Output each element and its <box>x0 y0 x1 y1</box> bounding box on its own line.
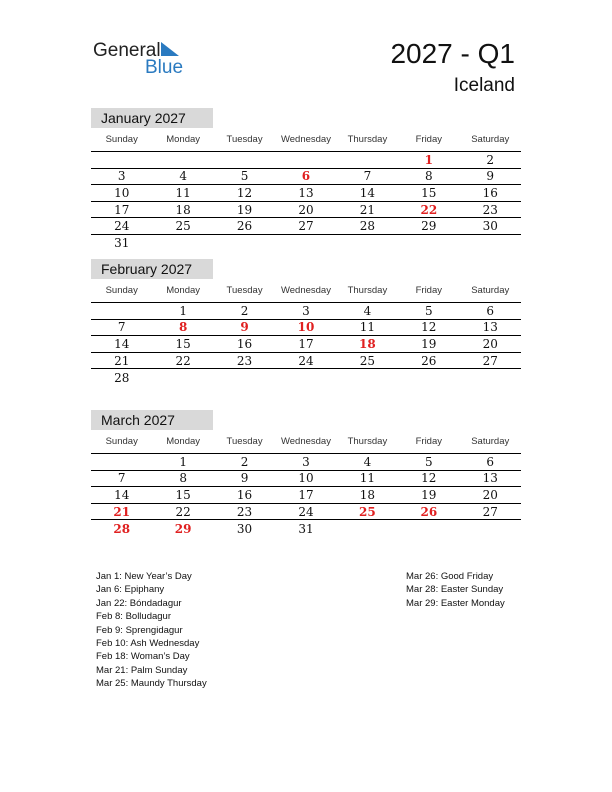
day-cell: 14 <box>359 185 376 200</box>
day-cell: 11 <box>175 185 191 200</box>
logo <box>93 40 203 80</box>
day-cell: 21 <box>359 202 376 217</box>
day-cell: 3 <box>117 169 126 184</box>
holiday-entry: Mar 21: Palm Sunday <box>96 664 188 676</box>
day-cell: 11 <box>359 320 376 335</box>
day-cell: 14 <box>114 336 130 351</box>
day-cell: 23 <box>236 353 253 368</box>
weekday-label: Tuesday <box>226 436 263 447</box>
day-cell: 14 <box>114 487 130 502</box>
weekday-label: Wednesday <box>280 134 331 145</box>
day-cell: 22 <box>175 353 191 368</box>
holiday-entry: Jan 1: New Year’s Day <box>96 571 192 582</box>
day-cell: 3 <box>302 303 310 318</box>
weekday-label: Friday <box>415 134 443 145</box>
week-row <box>91 471 521 488</box>
day-cell: 23 <box>482 202 498 217</box>
day-cell: 16 <box>236 336 253 351</box>
day-cell: 7 <box>363 169 372 184</box>
weekday-header <box>91 430 521 454</box>
day-cell: 7 <box>117 471 126 486</box>
holiday-day-cell: 28 <box>113 521 131 536</box>
logo-general-text: General <box>93 40 161 61</box>
day-cell: 20 <box>482 336 498 351</box>
holiday-list-right <box>406 570 505 610</box>
holiday-day-cell: 26 <box>420 504 438 519</box>
week-row <box>91 353 521 370</box>
weekday-header <box>91 128 521 152</box>
holiday-day-cell: 6 <box>301 169 311 184</box>
weekday-label: Tuesday <box>226 134 263 145</box>
weekday-label: Tuesday <box>226 285 263 296</box>
day-cell: 15 <box>421 185 437 200</box>
weekday-label: Friday <box>415 285 443 296</box>
weekday-label: Monday <box>166 134 201 145</box>
logo-triangle-icon <box>161 42 179 56</box>
week-row <box>91 369 521 386</box>
country-name: Iceland <box>453 75 515 96</box>
weekday-label: Thursday <box>347 134 388 145</box>
day-cell: 2 <box>486 152 495 167</box>
day-cell: 18 <box>359 487 376 502</box>
day-cell: 27 <box>482 353 498 368</box>
weekday-label: Sunday <box>105 134 138 145</box>
day-cell: 20 <box>298 202 314 217</box>
holiday-day-cell: 1 <box>424 152 433 167</box>
day-cell: 19 <box>236 202 253 217</box>
holiday-entry: Feb 10: Ash Wednesday <box>96 638 200 650</box>
week-row <box>91 487 521 504</box>
weekday-label: Saturday <box>471 285 510 296</box>
day-cell: 8 <box>425 169 433 184</box>
month-label: January 2027 <box>91 108 213 128</box>
month-label: February 2027 <box>91 259 213 279</box>
day-cell: 28 <box>114 370 130 385</box>
day-cell: 24 <box>298 504 314 519</box>
day-cell: 30 <box>482 219 498 234</box>
day-cell: 25 <box>359 353 376 368</box>
holiday-day-cell: 8 <box>178 320 188 335</box>
weekday-label: Sunday <box>105 436 138 447</box>
holiday-entry: Mar 28: Easter Sunday <box>406 584 504 596</box>
day-cell: 29 <box>421 219 437 234</box>
weekday-label: Thursday <box>347 436 388 447</box>
week-row <box>91 218 521 235</box>
weekday-label: Monday <box>166 285 201 296</box>
holiday-day-cell: 9 <box>240 320 249 335</box>
day-cell: 19 <box>421 336 437 351</box>
week-row <box>91 235 521 252</box>
month-january <box>91 108 521 252</box>
day-cell: 27 <box>482 504 498 519</box>
day-cell: 1 <box>179 303 187 318</box>
day-cell: 31 <box>114 236 130 251</box>
day-cell: 13 <box>482 471 498 486</box>
day-cell: 27 <box>298 219 314 234</box>
day-cell: 17 <box>298 487 314 502</box>
day-cell: 4 <box>363 454 372 469</box>
day-cell: 19 <box>421 487 437 502</box>
day-cell: 20 <box>482 487 498 502</box>
day-cell: 25 <box>175 219 191 234</box>
day-cell: 12 <box>236 185 253 200</box>
day-cell: 24 <box>114 219 130 234</box>
holiday-entry: Feb 18: Woman’s Day <box>96 651 190 663</box>
weekday-header <box>91 279 521 303</box>
day-cell: 7 <box>117 320 126 335</box>
day-cell: 13 <box>298 185 314 200</box>
day-cell: 15 <box>175 487 191 502</box>
week-row <box>91 152 521 169</box>
day-cell: 9 <box>240 471 249 486</box>
day-cell: 17 <box>114 202 130 217</box>
month-grid <box>91 152 521 252</box>
day-cell: 12 <box>421 320 437 335</box>
month-grid <box>91 454 521 537</box>
month-february <box>91 259 521 386</box>
day-cell: 26 <box>236 219 253 234</box>
day-cell: 5 <box>240 169 249 184</box>
day-cell: 13 <box>482 320 498 335</box>
day-cell: 5 <box>425 303 433 318</box>
day-cell: 18 <box>175 202 191 217</box>
day-cell: 26 <box>421 353 437 368</box>
holiday-entry: Mar 29: Easter Monday <box>406 597 505 609</box>
weekday-label: Saturday <box>471 134 510 145</box>
day-cell: 15 <box>175 336 191 351</box>
weekday-label: Friday <box>415 436 443 447</box>
week-row <box>91 336 521 353</box>
weekday-label: Thursday <box>347 285 388 296</box>
holiday-day-cell: 29 <box>174 521 192 536</box>
holiday-day-cell: 18 <box>359 336 376 351</box>
holiday-day-cell: 10 <box>297 320 315 335</box>
day-cell: 16 <box>236 487 253 502</box>
day-cell: 31 <box>298 521 314 536</box>
day-cell: 5 <box>425 454 433 469</box>
holiday-day-cell: 25 <box>359 504 376 519</box>
week-row <box>91 320 521 337</box>
day-cell: 4 <box>179 169 187 184</box>
day-cell: 2 <box>240 303 249 318</box>
weekday-label: Sunday <box>105 285 138 296</box>
day-cell: 10 <box>114 185 130 200</box>
month-march <box>91 410 521 537</box>
day-cell: 1 <box>179 454 187 469</box>
day-cell: 22 <box>175 504 191 519</box>
month-grid <box>91 303 521 386</box>
day-cell: 6 <box>486 303 495 318</box>
day-cell: 24 <box>298 353 314 368</box>
day-cell: 11 <box>359 471 376 486</box>
week-row <box>91 454 521 471</box>
day-cell: 28 <box>359 219 376 234</box>
day-cell: 23 <box>236 504 253 519</box>
day-cell: 17 <box>298 336 314 351</box>
day-cell: 21 <box>114 353 130 368</box>
day-cell: 4 <box>363 303 372 318</box>
day-cell: 16 <box>482 185 498 200</box>
week-row <box>91 185 521 202</box>
holiday-entry: Feb 8: Bolludagur <box>96 611 171 623</box>
holiday-list-left <box>96 570 207 691</box>
weekday-label: Saturday <box>471 436 510 447</box>
logo-blue-text: Blue <box>145 57 184 78</box>
day-cell: 8 <box>179 471 187 486</box>
day-cell: 30 <box>236 521 253 536</box>
day-cell: 9 <box>486 169 495 184</box>
holiday-entry: Jan 22: Bóndadagur <box>96 597 182 609</box>
day-cell: 10 <box>298 471 314 486</box>
week-row <box>91 202 521 219</box>
day-cell: 3 <box>302 454 310 469</box>
week-row <box>91 520 521 537</box>
holiday-entry: Mar 25: Maundy Thursday <box>96 678 207 690</box>
day-cell: 6 <box>486 454 495 469</box>
weekday-label: Wednesday <box>280 285 331 296</box>
holiday-entry: Jan 6: Epiphany <box>96 584 165 596</box>
weekday-label: Monday <box>166 436 201 447</box>
week-row <box>91 169 521 186</box>
day-cell: 12 <box>421 471 437 486</box>
week-row <box>91 504 521 521</box>
month-label: March 2027 <box>91 410 213 430</box>
holiday-day-cell: 22 <box>420 202 438 217</box>
day-cell: 2 <box>240 454 249 469</box>
week-row <box>91 303 521 320</box>
page-title: 2027 - Q1 <box>390 38 515 69</box>
holiday-entry: Mar 26: Good Friday <box>406 571 494 582</box>
weekday-label: Wednesday <box>280 436 331 447</box>
holiday-day-cell: 21 <box>113 504 131 519</box>
holiday-entry: Feb 9: Sprengidagur <box>96 624 183 636</box>
